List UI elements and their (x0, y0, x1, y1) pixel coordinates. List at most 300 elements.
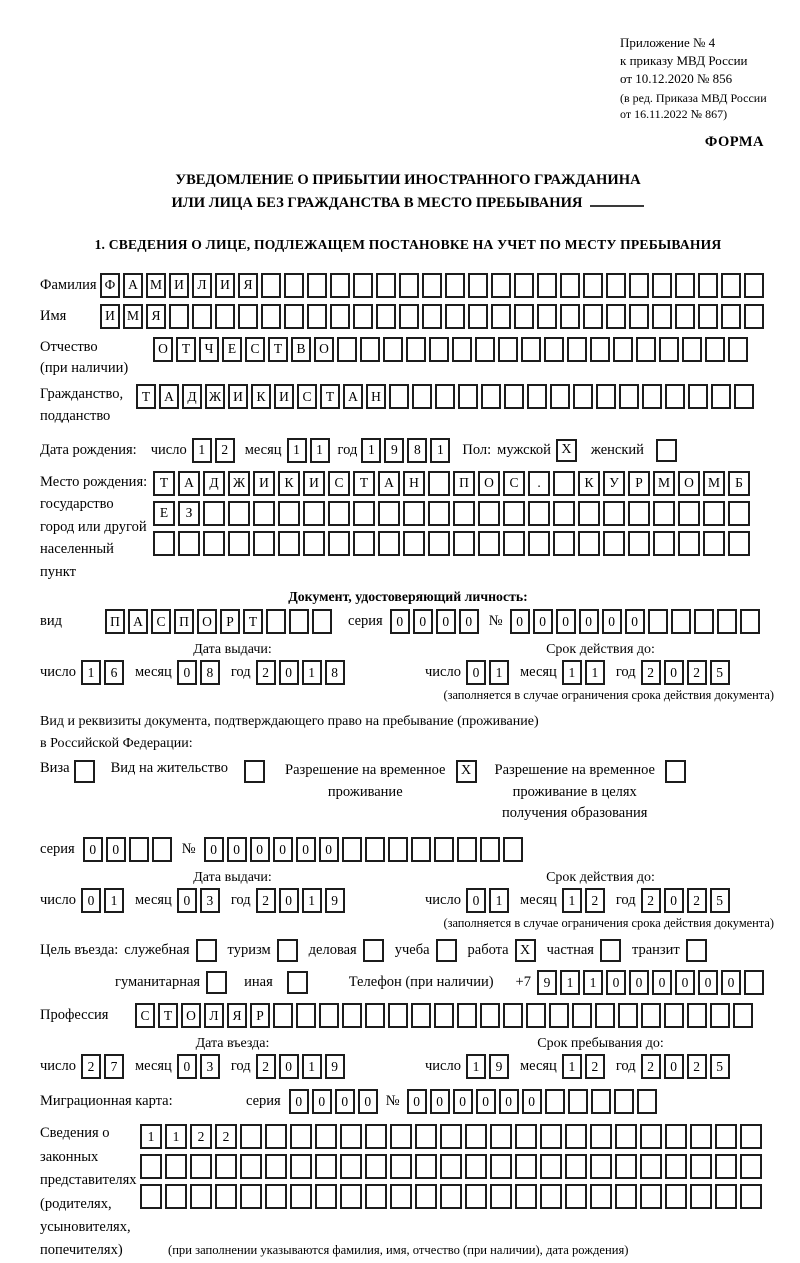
char-cell[interactable]: К (578, 471, 600, 496)
char-cell[interactable]: 1 (165, 1124, 187, 1149)
char-cell[interactable] (261, 273, 281, 298)
char-cell[interactable] (399, 273, 419, 298)
char-cell[interactable]: 1 (585, 660, 605, 685)
doc-valid-year[interactable] (641, 660, 730, 685)
char-cell[interactable] (365, 837, 385, 862)
char-cell[interactable] (603, 501, 625, 526)
char-cell[interactable] (453, 531, 475, 556)
entry-month[interactable] (177, 1054, 220, 1079)
purpose-option-checkbox[interactable]: X (515, 939, 536, 962)
char-cell[interactable] (640, 1124, 662, 1149)
char-cell[interactable] (553, 471, 575, 496)
char-cell[interactable]: 2 (641, 660, 661, 685)
char-cell[interactable] (515, 1154, 537, 1179)
char-cell[interactable] (296, 1003, 316, 1028)
char-cell[interactable] (340, 1154, 362, 1179)
char-cell[interactable] (567, 337, 587, 362)
char-cell[interactable] (307, 273, 327, 298)
char-cell[interactable] (412, 384, 432, 409)
birth-year-input[interactable] (361, 438, 450, 463)
char-cell[interactable]: 0 (453, 1089, 473, 1114)
char-cell[interactable] (389, 384, 409, 409)
char-cell[interactable]: 1 (192, 438, 212, 463)
char-cell[interactable] (399, 304, 419, 329)
char-cell[interactable]: О (678, 471, 700, 496)
char-cell[interactable] (652, 304, 672, 329)
char-cell[interactable] (640, 1154, 662, 1179)
char-cell[interactable] (390, 1154, 412, 1179)
char-cell[interactable]: 2 (215, 1124, 237, 1149)
char-cell[interactable]: 0 (522, 1089, 542, 1114)
char-cell[interactable]: С (245, 337, 265, 362)
char-cell[interactable]: 3 (200, 1054, 220, 1079)
char-cell[interactable] (428, 531, 450, 556)
char-cell[interactable] (733, 1003, 753, 1028)
char-cell[interactable]: 1 (560, 970, 580, 995)
char-cell[interactable]: 1 (466, 1054, 486, 1079)
char-cell[interactable] (465, 1154, 487, 1179)
birth-place-input-row3[interactable] (153, 531, 750, 556)
migration-number-input[interactable] (407, 1089, 657, 1114)
char-cell[interactable] (503, 501, 525, 526)
char-cell[interactable]: 0 (319, 837, 339, 862)
char-cell[interactable] (480, 1003, 500, 1028)
char-cell[interactable]: Т (176, 337, 196, 362)
char-cell[interactable] (549, 1003, 569, 1028)
char-cell[interactable] (475, 337, 495, 362)
char-cell[interactable]: 2 (687, 888, 707, 913)
char-cell[interactable]: 1 (562, 660, 582, 685)
char-cell[interactable] (330, 304, 350, 329)
legal-reps-input-row2[interactable] (140, 1154, 762, 1179)
char-cell[interactable] (429, 337, 449, 362)
char-cell[interactable]: 2 (256, 660, 276, 685)
char-cell[interactable] (465, 1184, 487, 1209)
char-cell[interactable]: 6 (104, 660, 124, 685)
char-cell[interactable] (498, 337, 518, 362)
char-cell[interactable]: Ф (100, 273, 120, 298)
char-cell[interactable] (415, 1124, 437, 1149)
char-cell[interactable] (278, 501, 300, 526)
char-cell[interactable] (403, 501, 425, 526)
purpose-option-checkbox[interactable] (206, 971, 227, 994)
char-cell[interactable]: 0 (177, 888, 197, 913)
char-cell[interactable]: 1 (81, 660, 101, 685)
char-cell[interactable]: Ж (205, 384, 225, 409)
char-cell[interactable]: 7 (104, 1054, 124, 1079)
char-cell[interactable] (284, 304, 304, 329)
char-cell[interactable] (465, 1124, 487, 1149)
purpose-option-checkbox[interactable] (287, 971, 308, 994)
char-cell[interactable]: 1 (489, 888, 509, 913)
char-cell[interactable] (740, 1124, 762, 1149)
char-cell[interactable]: Н (366, 384, 386, 409)
char-cell[interactable] (265, 1124, 287, 1149)
char-cell[interactable]: 0 (227, 837, 247, 862)
char-cell[interactable] (553, 501, 575, 526)
char-cell[interactable] (289, 609, 309, 634)
char-cell[interactable]: 0 (289, 1089, 309, 1114)
char-cell[interactable]: 1 (140, 1124, 162, 1149)
char-cell[interactable]: 3 (200, 888, 220, 913)
char-cell[interactable] (388, 1003, 408, 1028)
char-cell[interactable] (690, 1184, 712, 1209)
char-cell[interactable] (140, 1184, 162, 1209)
char-cell[interactable] (265, 1184, 287, 1209)
char-cell[interactable] (342, 1003, 362, 1028)
char-cell[interactable] (560, 304, 580, 329)
char-cell[interactable] (503, 1003, 523, 1028)
entry-day[interactable] (81, 1054, 124, 1079)
visa-checkbox[interactable] (74, 760, 95, 783)
char-cell[interactable]: 5 (710, 888, 730, 913)
char-cell[interactable]: 1 (287, 438, 307, 463)
char-cell[interactable]: Т (353, 471, 375, 496)
char-cell[interactable] (140, 1154, 162, 1179)
given-name-input[interactable] (100, 304, 764, 329)
char-cell[interactable]: 0 (312, 1089, 332, 1114)
char-cell[interactable]: О (314, 337, 334, 362)
char-cell[interactable] (453, 501, 475, 526)
char-cell[interactable]: И (274, 384, 294, 409)
char-cell[interactable]: 0 (296, 837, 316, 862)
char-cell[interactable] (434, 837, 454, 862)
char-cell[interactable]: О (153, 337, 173, 362)
char-cell[interactable] (440, 1154, 462, 1179)
char-cell[interactable]: 0 (279, 888, 299, 913)
char-cell[interactable] (435, 384, 455, 409)
char-cell[interactable] (744, 273, 764, 298)
residence-issue-day[interactable] (81, 888, 124, 913)
char-cell[interactable]: С (503, 471, 525, 496)
residence-valid-day[interactable] (466, 888, 509, 913)
char-cell[interactable] (481, 384, 501, 409)
doc-issue-day[interactable] (81, 660, 124, 685)
char-cell[interactable]: П (105, 609, 125, 634)
char-cell[interactable]: Р (220, 609, 240, 634)
stay-year[interactable] (641, 1054, 730, 1079)
char-cell[interactable]: Ж (228, 471, 250, 496)
char-cell[interactable] (710, 1003, 730, 1028)
char-cell[interactable]: Б (728, 471, 750, 496)
char-cell[interactable] (215, 304, 235, 329)
char-cell[interactable] (265, 1154, 287, 1179)
surname-input[interactable] (100, 273, 764, 298)
char-cell[interactable]: 0 (413, 609, 433, 634)
char-cell[interactable]: 2 (585, 1054, 605, 1079)
char-cell[interactable] (390, 1124, 412, 1149)
char-cell[interactable]: 8 (200, 660, 220, 685)
purpose-option-checkbox[interactable] (600, 939, 621, 962)
char-cell[interactable]: 0 (510, 609, 530, 634)
char-cell[interactable]: А (178, 471, 200, 496)
doc-valid-month[interactable] (562, 660, 605, 685)
rvp-education-checkbox[interactable] (665, 760, 686, 783)
char-cell[interactable] (406, 337, 426, 362)
char-cell[interactable]: 0 (358, 1089, 378, 1114)
char-cell[interactable] (665, 1124, 687, 1149)
char-cell[interactable] (203, 501, 225, 526)
char-cell[interactable]: И (253, 471, 275, 496)
char-cell[interactable]: 1 (302, 888, 322, 913)
char-cell[interactable] (378, 531, 400, 556)
profession-input[interactable] (135, 1003, 753, 1028)
char-cell[interactable] (203, 531, 225, 556)
char-cell[interactable] (578, 501, 600, 526)
char-cell[interactable] (573, 384, 593, 409)
char-cell[interactable] (457, 1003, 477, 1028)
char-cell[interactable]: 0 (664, 660, 684, 685)
char-cell[interactable]: 1 (489, 660, 509, 685)
char-cell[interactable]: О (197, 609, 217, 634)
char-cell[interactable]: И (215, 273, 235, 298)
char-cell[interactable] (705, 337, 725, 362)
char-cell[interactable]: М (123, 304, 143, 329)
char-cell[interactable] (590, 1124, 612, 1149)
char-cell[interactable] (169, 304, 189, 329)
char-cell[interactable] (415, 1184, 437, 1209)
char-cell[interactable]: И (303, 471, 325, 496)
char-cell[interactable] (319, 1003, 339, 1028)
char-cell[interactable]: П (174, 609, 194, 634)
char-cell[interactable]: 0 (556, 609, 576, 634)
char-cell[interactable] (653, 501, 675, 526)
char-cell[interactable] (353, 273, 373, 298)
char-cell[interactable]: 0 (476, 1089, 496, 1114)
char-cell[interactable] (478, 531, 500, 556)
birth-month-input[interactable] (287, 438, 330, 463)
char-cell[interactable] (457, 837, 477, 862)
legal-reps-input-row1[interactable] (140, 1124, 762, 1149)
char-cell[interactable]: Т (153, 471, 175, 496)
char-cell[interactable]: Ч (199, 337, 219, 362)
char-cell[interactable]: 1 (302, 1054, 322, 1079)
purpose-option-checkbox[interactable] (277, 939, 298, 962)
char-cell[interactable]: А (128, 609, 148, 634)
char-cell[interactable] (383, 337, 403, 362)
char-cell[interactable] (129, 837, 149, 862)
char-cell[interactable]: 0 (466, 660, 486, 685)
char-cell[interactable]: 0 (664, 1054, 684, 1079)
char-cell[interactable] (640, 1184, 662, 1209)
char-cell[interactable] (717, 609, 737, 634)
char-cell[interactable] (215, 1184, 237, 1209)
char-cell[interactable]: 0 (279, 660, 299, 685)
char-cell[interactable]: 0 (335, 1089, 355, 1114)
char-cell[interactable] (278, 531, 300, 556)
char-cell[interactable] (290, 1124, 312, 1149)
char-cell[interactable] (628, 501, 650, 526)
char-cell[interactable] (565, 1154, 587, 1179)
char-cell[interactable] (544, 337, 564, 362)
char-cell[interactable]: Р (628, 471, 650, 496)
char-cell[interactable]: 0 (466, 888, 486, 913)
char-cell[interactable] (675, 304, 695, 329)
char-cell[interactable] (152, 837, 172, 862)
char-cell[interactable] (165, 1184, 187, 1209)
char-cell[interactable] (703, 531, 725, 556)
char-cell[interactable]: 9 (537, 970, 557, 995)
char-cell[interactable]: З (178, 501, 200, 526)
char-cell[interactable] (284, 273, 304, 298)
patronymic-input[interactable] (153, 337, 748, 362)
sex-female-checkbox[interactable] (656, 439, 677, 462)
char-cell[interactable] (491, 273, 511, 298)
char-cell[interactable] (190, 1184, 212, 1209)
char-cell[interactable] (452, 337, 472, 362)
char-cell[interactable]: 0 (652, 970, 672, 995)
char-cell[interactable] (615, 1154, 637, 1179)
char-cell[interactable]: 1 (104, 888, 124, 913)
birth-day-input[interactable] (192, 438, 235, 463)
char-cell[interactable] (328, 501, 350, 526)
char-cell[interactable]: 0 (279, 1054, 299, 1079)
birth-place-input-row2[interactable] (153, 501, 750, 526)
char-cell[interactable] (411, 837, 431, 862)
char-cell[interactable] (504, 384, 524, 409)
char-cell[interactable] (614, 1089, 634, 1114)
char-cell[interactable] (572, 1003, 592, 1028)
char-cell[interactable]: О (478, 471, 500, 496)
char-cell[interactable] (678, 501, 700, 526)
char-cell[interactable] (403, 531, 425, 556)
char-cell[interactable]: 0 (430, 1089, 450, 1114)
char-cell[interactable]: 9 (325, 1054, 345, 1079)
char-cell[interactable] (515, 1124, 537, 1149)
char-cell[interactable] (698, 273, 718, 298)
char-cell[interactable] (360, 337, 380, 362)
char-cell[interactable] (744, 304, 764, 329)
char-cell[interactable]: 0 (625, 609, 645, 634)
char-cell[interactable] (153, 531, 175, 556)
char-cell[interactable] (550, 384, 570, 409)
char-cell[interactable] (238, 304, 258, 329)
char-cell[interactable]: И (100, 304, 120, 329)
char-cell[interactable] (744, 970, 764, 995)
char-cell[interactable] (165, 1154, 187, 1179)
char-cell[interactable] (192, 304, 212, 329)
char-cell[interactable] (491, 304, 511, 329)
char-cell[interactable]: М (146, 273, 166, 298)
sex-male-checkbox[interactable]: X (556, 439, 577, 462)
char-cell[interactable]: 0 (721, 970, 741, 995)
char-cell[interactable]: 0 (533, 609, 553, 634)
char-cell[interactable] (528, 531, 550, 556)
purpose-option-checkbox[interactable] (196, 939, 217, 962)
char-cell[interactable]: С (151, 609, 171, 634)
citizenship-input[interactable] (136, 384, 754, 409)
char-cell[interactable] (615, 1124, 637, 1149)
char-cell[interactable]: 2 (585, 888, 605, 913)
doc-valid-day[interactable] (466, 660, 509, 685)
char-cell[interactable] (240, 1184, 262, 1209)
residence-issue-month[interactable] (177, 888, 220, 913)
char-cell[interactable] (590, 1154, 612, 1179)
char-cell[interactable]: Т (136, 384, 156, 409)
char-cell[interactable] (740, 1184, 762, 1209)
char-cell[interactable]: 0 (390, 609, 410, 634)
char-cell[interactable] (664, 1003, 684, 1028)
char-cell[interactable]: 1 (310, 438, 330, 463)
char-cell[interactable] (652, 273, 672, 298)
char-cell[interactable]: А (159, 384, 179, 409)
char-cell[interactable] (411, 1003, 431, 1028)
char-cell[interactable] (253, 501, 275, 526)
char-cell[interactable]: 1 (302, 660, 322, 685)
char-cell[interactable]: 0 (81, 888, 101, 913)
char-cell[interactable]: 0 (698, 970, 718, 995)
char-cell[interactable] (688, 384, 708, 409)
char-cell[interactable]: М (703, 471, 725, 496)
char-cell[interactable]: 9 (384, 438, 404, 463)
char-cell[interactable]: 0 (204, 837, 224, 862)
char-cell[interactable]: 0 (629, 970, 649, 995)
char-cell[interactable] (365, 1003, 385, 1028)
char-cell[interactable]: 2 (256, 888, 276, 913)
char-cell[interactable]: 0 (606, 970, 626, 995)
char-cell[interactable]: Я (146, 304, 166, 329)
char-cell[interactable] (315, 1154, 337, 1179)
char-cell[interactable] (312, 609, 332, 634)
char-cell[interactable] (376, 304, 396, 329)
char-cell[interactable] (675, 273, 695, 298)
char-cell[interactable] (565, 1184, 587, 1209)
char-cell[interactable] (240, 1154, 262, 1179)
char-cell[interactable] (315, 1184, 337, 1209)
char-cell[interactable]: 1 (562, 1054, 582, 1079)
char-cell[interactable]: 2 (687, 660, 707, 685)
char-cell[interactable]: П (453, 471, 475, 496)
char-cell[interactable] (629, 304, 649, 329)
doc-issue-month[interactable] (177, 660, 220, 685)
char-cell[interactable]: 8 (325, 660, 345, 685)
char-cell[interactable] (606, 273, 626, 298)
char-cell[interactable]: 1 (562, 888, 582, 913)
char-cell[interactable] (628, 531, 650, 556)
char-cell[interactable] (687, 1003, 707, 1028)
char-cell[interactable] (545, 1089, 565, 1114)
char-cell[interactable]: 2 (81, 1054, 101, 1079)
char-cell[interactable]: 0 (273, 837, 293, 862)
char-cell[interactable]: К (278, 471, 300, 496)
residence-series-input[interactable] (83, 837, 172, 862)
char-cell[interactable] (642, 384, 662, 409)
char-cell[interactable] (340, 1184, 362, 1209)
migration-series-input[interactable] (289, 1089, 378, 1114)
phone-input[interactable] (537, 970, 764, 995)
char-cell[interactable] (715, 1184, 737, 1209)
char-cell[interactable] (690, 1154, 712, 1179)
char-cell[interactable]: 0 (177, 660, 197, 685)
char-cell[interactable]: 9 (325, 888, 345, 913)
char-cell[interactable] (290, 1154, 312, 1179)
char-cell[interactable] (307, 304, 327, 329)
char-cell[interactable] (613, 337, 633, 362)
residence-permit-checkbox[interactable] (244, 760, 265, 783)
char-cell[interactable] (240, 1124, 262, 1149)
char-cell[interactable]: 0 (459, 609, 479, 634)
char-cell[interactable] (665, 1184, 687, 1209)
char-cell[interactable] (603, 531, 625, 556)
char-cell[interactable] (261, 304, 281, 329)
char-cell[interactable] (515, 1184, 537, 1209)
char-cell[interactable] (353, 531, 375, 556)
char-cell[interactable]: 2 (190, 1124, 212, 1149)
stay-month[interactable] (562, 1054, 605, 1079)
char-cell[interactable]: 8 (407, 438, 427, 463)
char-cell[interactable] (740, 609, 760, 634)
char-cell[interactable] (537, 273, 557, 298)
